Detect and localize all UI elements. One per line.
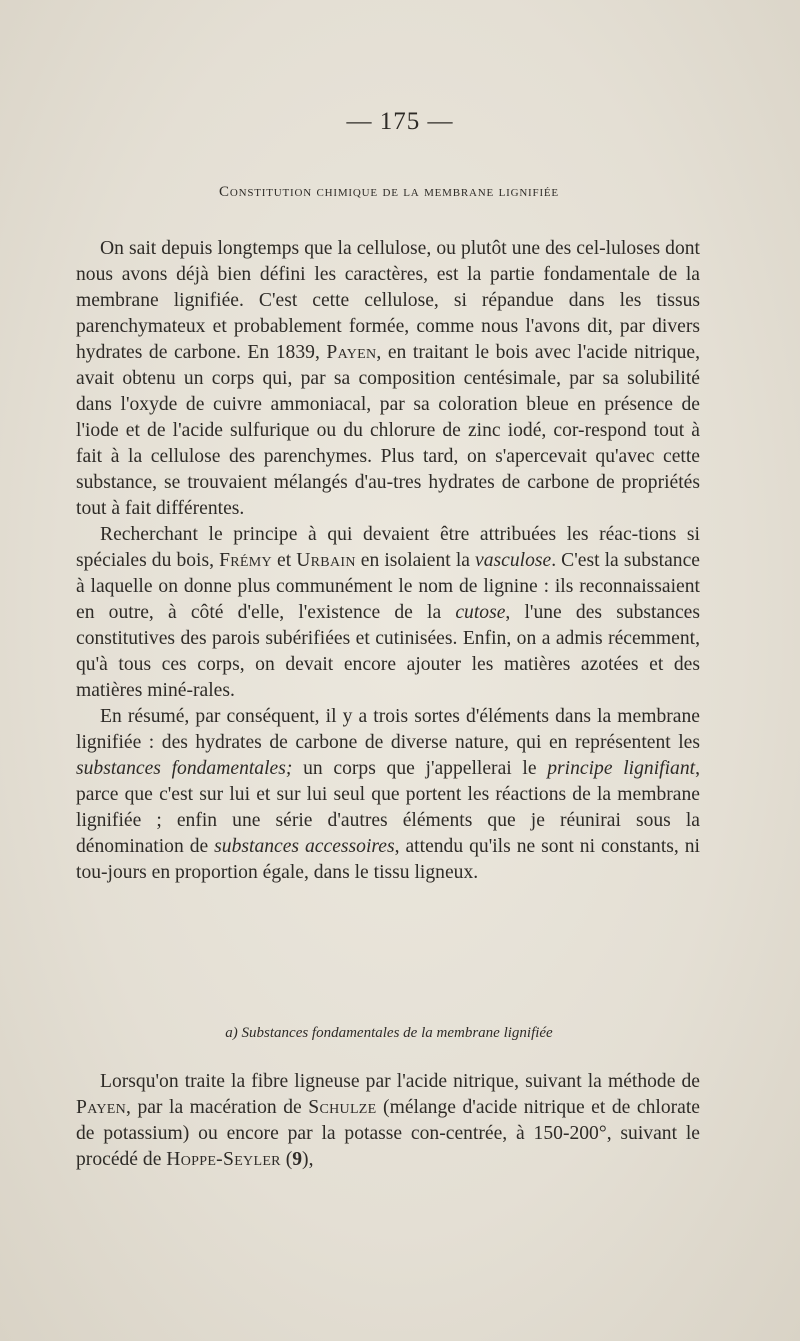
subsection-heading: a) Substances fondamentales de la membrane lignifiée	[225, 1025, 553, 1041]
emphasis: vasculose	[475, 550, 552, 571]
text-run: (	[280, 1149, 293, 1170]
emphasis: substances fondamentales;	[76, 758, 293, 779]
text-run: et	[271, 550, 297, 571]
author-name: Schulze	[308, 1097, 377, 1118]
main-text	[76, 236, 700, 886]
emphasis: substances accessoires	[214, 836, 395, 857]
text-run: , par la macération de	[126, 1097, 309, 1118]
text-run: , parce que c'est sur lui et sur lui seul que portent les réactions de la membrane lignifiée ; enfin une série d'autres éléments que je réunirai sous la dénomination de	[76, 758, 700, 857]
text-run: Recherchant le principe à qui devaient être attribuées les réac-tions si spéciales du bois,	[76, 524, 700, 571]
text-run: En résumé, par conséquent, il y a trois sortes d'éléments dans la membrane lignifiée : des hydrates de carbone de diverse nature, qui en représentent les	[76, 706, 700, 753]
paragraph	[76, 236, 700, 522]
emphasis: principe lignifiant	[547, 758, 696, 779]
author-name: Urbain	[296, 550, 356, 571]
text-run: ),	[302, 1149, 314, 1170]
paragraph	[76, 704, 700, 886]
text-run: , l'une des substances constitutives des parois subérifiées et cutinisées. Enfin, on a admis récemment, qu'à tous ces corps, on devait encore ajouter les matières azotées et des matières miné-rales.	[76, 602, 700, 701]
text-run: , attendu qu'ils ne sont ni constants, ni tou-jours en proportion égale, dans le tissu ligneux.	[76, 836, 700, 883]
text-run: . C'est la substance à laquelle on donne plus communément le nom de lignine : ils reconnaissaient en outre, à côté d'elle, l'existence de la	[76, 550, 700, 623]
reference-number: 9	[292, 1149, 303, 1170]
text-run: (mélange d'acide nitrique et de chlorate de potassium) ou encore par la potasse con-centrée, à 150-200°, suivant le procédé de	[76, 1097, 700, 1170]
paragraph	[76, 1069, 700, 1173]
main-text-continued	[76, 1069, 700, 1173]
author-name: Payen	[76, 1097, 126, 1118]
author-name: Hoppe-Seyler	[166, 1149, 281, 1170]
text-run: un corps que j'appellerai le	[292, 758, 548, 779]
emphasis: cutose	[455, 602, 506, 623]
text-run: en isolaient la	[355, 550, 476, 571]
section-title: Constitution chimique de la membrane lignifiée	[219, 184, 559, 200]
author-name: Frémy	[219, 550, 272, 571]
page-number: — 175 —	[346, 108, 454, 135]
text-run: , en traitant le bois avec l'acide nitrique, avait obtenu un corps qui, par sa composition centésimale, par sa solubilité dans l'oxyde de cuivre ammoniacal, par sa coloration bleue en présence de l'iode et de l'acide sulfurique ou du chlorure de zinc iodé, cor-respond tout à fait à la cellulose des parenchymes. Plus tard, on s'apercevait qu'avec cette substance, se trouvaient mélangés d'au-tres hydrates de carbone de propriétés tout à fait différentes.	[76, 342, 700, 519]
text-run: Lorsqu'on traite la fibre ligneuse par l'acide nitrique, suivant la méthode de	[100, 1071, 700, 1092]
author-name: Payen	[326, 342, 377, 363]
paragraph	[76, 522, 700, 704]
text-run: On sait depuis longtemps que la cellulose, ou plutôt une des cel-luloses dont nous avons déjà bien défini les caractères, est la partie fondamentale de la membrane lignifiée. C'est cette cellulose, si répandue dans les tissus parenchymateux et probablement formée, comme nous l'avons dit, par divers hydrates de carbone. En 1839,	[76, 238, 700, 363]
